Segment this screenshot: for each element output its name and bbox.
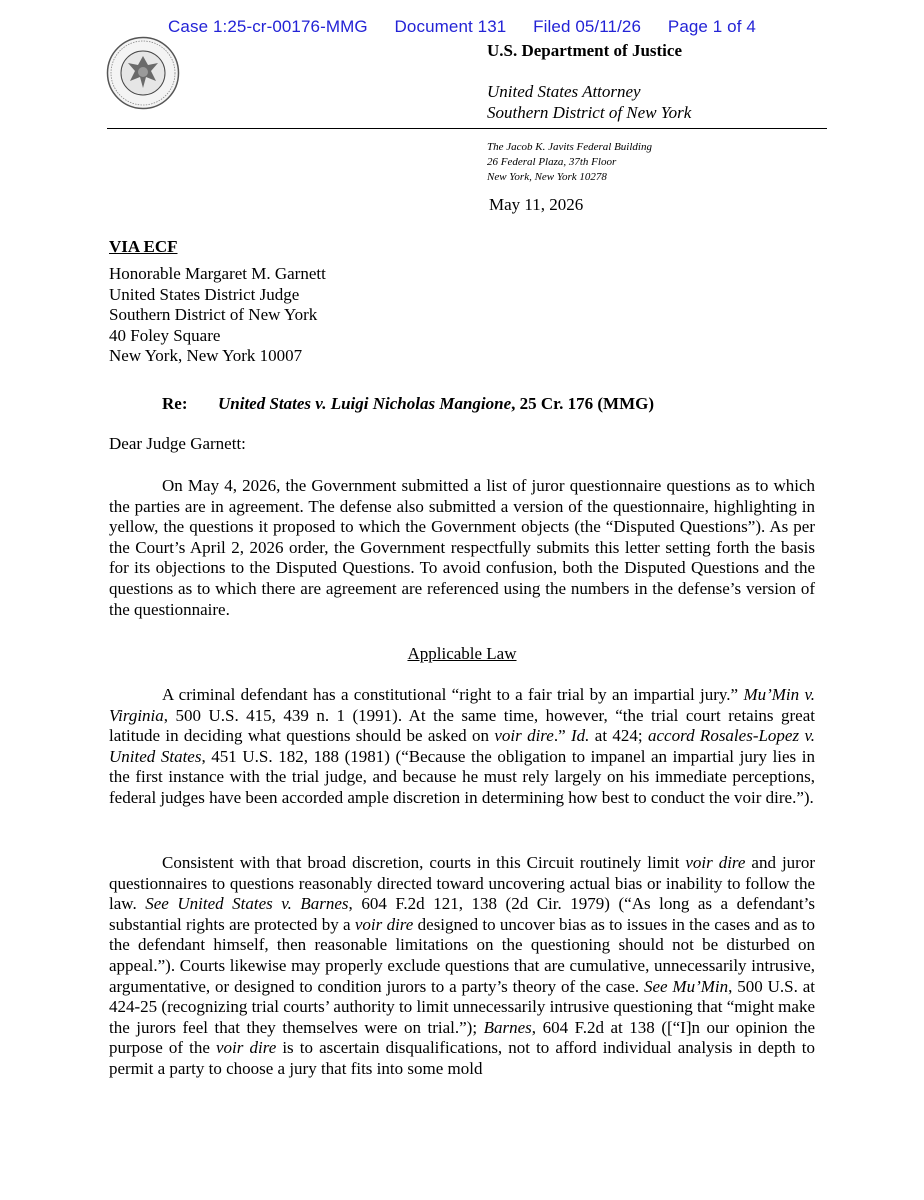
department-name: U.S. Department of Justice (487, 41, 682, 60)
document-number: Document 131 (394, 17, 507, 36)
ecf-filing-stamp (0, 17, 924, 37)
page-indicator: Page 1 of 4 (667, 17, 756, 36)
doj-seal-icon (106, 36, 180, 110)
addressee-block (109, 264, 326, 367)
filed-date: Filed 05/11/26 (533, 17, 642, 36)
addressee-line-5: New York, New York 10007 (109, 346, 303, 365)
paragraph-3-text: Consistent with that broad discretion, courts in this Circuit routinely limit voir dire and juror questionnaires to questions reasonably directed toward uncovering actual bias or inability to follow the law. See United States v. Barnes, 604 F.2d 121, 138 (2d Cir. 1979) (“As long as a defendant’s substantial rights are protected by a voir dire designed to uncover bias as to issues in the cases and as to the defendant himself, then reasonable limitations on the questioning should not be disturbed on appeal.”). Courts likewise may properly exclude questions that are cumulative, unnecessarily intrusive, argumentative, or designed to condition jurors to a party’s theory of the case. See Mu’Min, 500 U.S. at 424-25 (recognizing trial courts’ authority to limit unnecessarily intrusive questioning that “might make the jurors feel that they themselves were on trial.”); Barnes, 604 F.2d at 138 ([“I]n our opinion the purpose of the voir dire is to ascertain disqualifications, not to afford individual analysis in depth to permit a party to choose a jury that fits into some mold (109, 853, 816, 1078)
address-line-3: New York, New York 10278 (487, 171, 607, 183)
citation-barnes: See United States v. Barnes (145, 894, 349, 914)
body-paragraph-2 (109, 685, 815, 809)
letterhead-divider (107, 128, 827, 129)
addressee-line-1: Honorable Margaret M. Garnett (109, 264, 326, 283)
citation-rosales-lopez: accord Rosales-Lopez v. United States (109, 726, 815, 766)
office-address (487, 140, 652, 185)
office-line-2: Southern District of New York (487, 103, 692, 122)
re-label: Re: (162, 394, 188, 413)
docket-number: , 25 Cr. 176 (MMG) (511, 394, 655, 413)
delivery-method: VIA ECF (109, 237, 178, 256)
office-line-1: United States Attorney (487, 82, 641, 101)
letter-date: May 11, 2026 (489, 195, 584, 214)
body-paragraph-1 (109, 476, 815, 620)
addressee-line-3: Southern District of New York (109, 305, 318, 324)
paragraph-1-text: On May 4, 2026, the Government submitted a list of juror questionnaire questions as to which the parties are in agreement. The defense also submitted a version of the questionnaire, highlighting in yellow, the questions it proposed to which the Government objects (the “Disputed Questions”). As per the Court’s April 2, 2026 order, the Government respectfully submits this letter setting forth the basis for its objections to the Disputed Questions. To avoid confusion, both the Disputed Questions and the questions as to which there are agreement are referenced using the numbers in the defense’s version of the questionnaire. (109, 476, 815, 619)
address-line-1: The Jacob K. Javits Federal Building (487, 141, 652, 153)
case-number: Case 1:25-cr-00176-MMG (168, 17, 368, 36)
case-caption: United States v. Luigi Nicholas Mangione (218, 394, 512, 413)
section-heading: Applicable Law (407, 644, 517, 663)
letterhead (487, 41, 691, 123)
address-line-2: 26 Federal Plaza, 37th Floor (487, 156, 617, 168)
body-paragraph-3 (109, 853, 815, 1080)
addressee-line-4: 40 Foley Square (109, 325, 221, 345)
addressee-line-2: United States District Judge (109, 284, 300, 304)
office-name (487, 81, 691, 123)
salutation: Dear Judge Garnett: (109, 434, 246, 453)
paragraph-2-text: A criminal defendant has a constitutional “right to a fair trial by an impartial jury.” Mu’Min v. Virginia, 500 U.S. 415, 439 n. 1 (1991). At the same time, however, “the trial court retains great latitude in deciding what questions should be asked on voir dire.” Id. at 424; accord Rosales-Lopez v. United States, 451 U.S. 182, 188 (1981) (“Because the obligation to impanel an impartial jury lies in the first instance with the trial judge, and because he must rely largely on his immediate perceptions, federal judges have been accorded ample discretion in determining how best to conduct the voir dire.”). (109, 685, 815, 807)
re-line (162, 394, 654, 414)
citation-mu-min: Mu’Min v. Virginia (109, 685, 815, 725)
